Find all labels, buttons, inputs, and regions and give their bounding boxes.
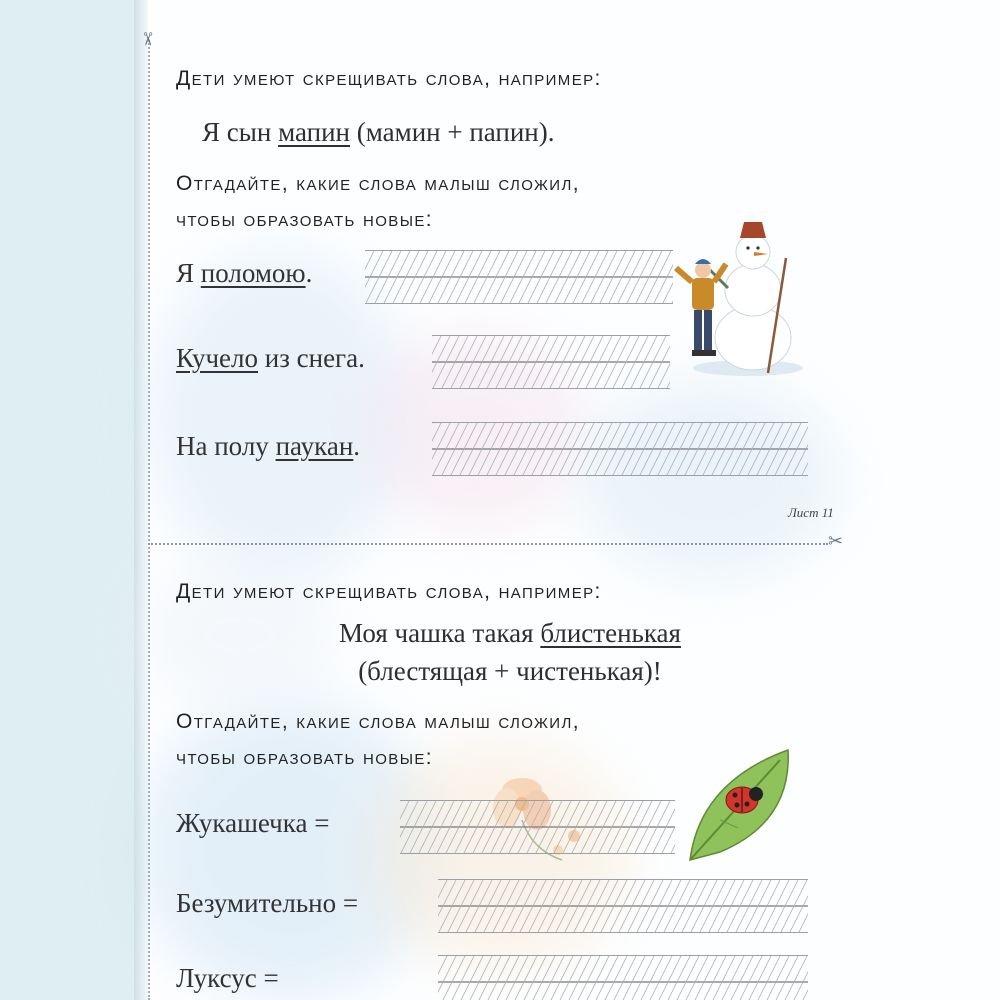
- ruled-lines: [438, 956, 808, 1000]
- section2-example-line2: (блестящая + чистенькая)!: [358, 656, 662, 686]
- section2-intro: Дети умеют скрещивать слова, например:: [176, 580, 602, 603]
- section2-example-line1: [230, 618, 790, 649]
- item-before: Я: [176, 258, 201, 288]
- example-word: блистенькая: [540, 618, 681, 648]
- example-prefix: Я сын: [202, 117, 279, 147]
- page-spine: [0, 0, 134, 1000]
- section2-item-1-label: Жукашечка =: [176, 808, 330, 838]
- ladybug-leaf-illustration: [680, 742, 800, 867]
- ruled-lines: [365, 251, 673, 303]
- ruled-lines: [432, 423, 808, 475]
- section2-task-line2: чтобы образовать новые:: [176, 746, 434, 769]
- ruled-lines: [400, 801, 675, 853]
- scissors-icon: ✂: [828, 531, 844, 552]
- example-prefix: Моя чашка такая: [339, 618, 541, 648]
- example-word: мапин: [278, 117, 350, 147]
- sheet-label: Лист 11: [788, 505, 834, 520]
- answer-lines-4[interactable]: [400, 800, 675, 854]
- item-word: Кучело: [176, 343, 259, 373]
- horizontal-cut-line: [148, 543, 828, 545]
- item-after: .: [353, 431, 361, 461]
- section1-example: [202, 117, 555, 148]
- item-word: паукан: [275, 431, 354, 461]
- section1-task-line1: Отгадайте, какие слова малыш сложил,: [176, 172, 580, 195]
- item-after: .: [305, 258, 313, 288]
- answer-lines-5[interactable]: [438, 879, 808, 933]
- snowman-illustration: [668, 218, 808, 378]
- ruled-lines: [432, 336, 670, 388]
- answer-lines-2[interactable]: [432, 335, 670, 389]
- section2-item-2-label: Безумительно =: [176, 888, 359, 918]
- watercolor-wash: [580, 380, 840, 580]
- ruled-lines: [438, 880, 808, 932]
- section1-intro: Дети умеют скрещивать слова, например:: [176, 67, 602, 90]
- section1-task-line2: чтобы образовать новые:: [176, 208, 434, 231]
- answer-lines-1[interactable]: [365, 250, 673, 304]
- item-before: На полу: [176, 431, 276, 461]
- section2-item-3-label: Луксус =: [176, 963, 279, 993]
- section1-item-2: [176, 343, 365, 374]
- section1-item-3: [176, 431, 360, 462]
- scissors-icon: ✂: [136, 31, 158, 47]
- section1-item-1: [176, 258, 312, 289]
- vertical-cut-line: [148, 40, 150, 1000]
- item-word: поломою: [200, 258, 306, 288]
- answer-lines-6[interactable]: [438, 955, 808, 1000]
- item-after: из снега.: [258, 343, 365, 373]
- answer-lines-3[interactable]: [432, 422, 808, 476]
- section2-task-line1: Отгадайте, какие слова малыш сложил,: [176, 710, 580, 733]
- example-suffix: (мамин + папин).: [349, 117, 555, 147]
